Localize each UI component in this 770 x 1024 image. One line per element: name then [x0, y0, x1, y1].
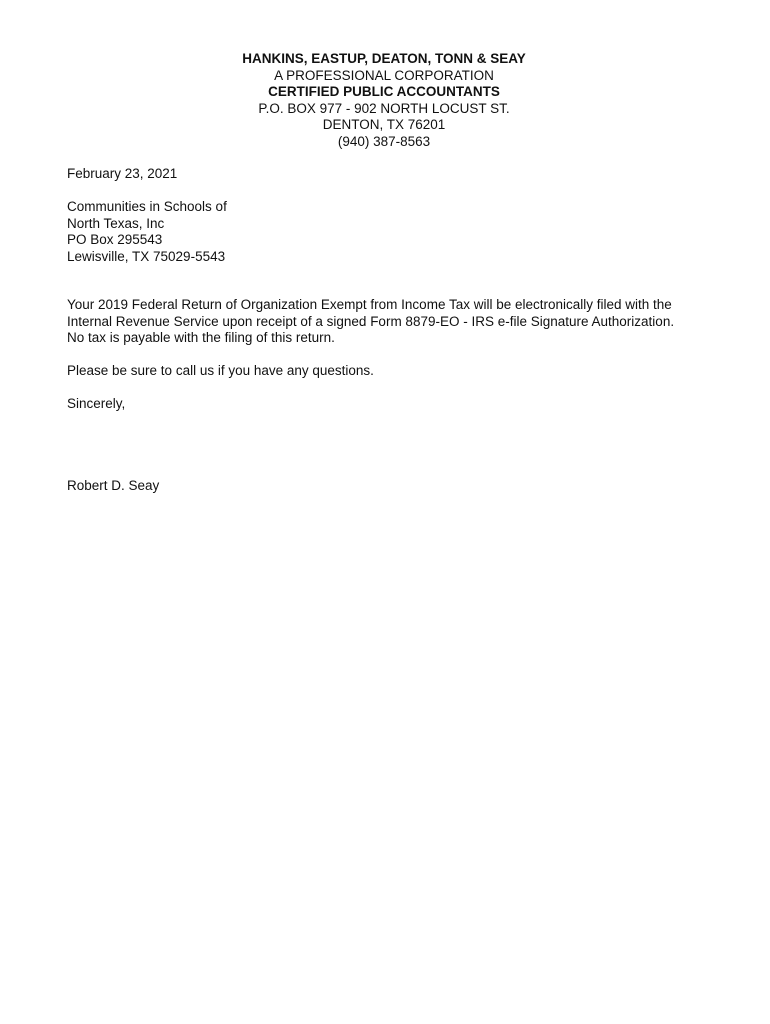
body-line: Internal Revenue Service upon receipt of a signed Form 8879-EO - IRS e-file Signature Authorization. [67, 313, 675, 329]
letter-date: February 23, 2021 [67, 166, 178, 181]
address-line: P.O. BOX 977 - 902 NORTH LOCUST ST. [258, 100, 510, 116]
body-paragraph [67, 297, 674, 347]
recipient-line: Communities in Schools of [67, 199, 227, 214]
phone-number: (940) 387-8563 [337, 133, 431, 149]
salutation: Sincerely, [67, 396, 126, 411]
closing-paragraph: Please be sure to call us if you have any questions. [67, 363, 374, 378]
recipient-line: North Texas, Inc [67, 215, 165, 231]
city-line: DENTON, TX 76201 [322, 117, 446, 133]
body-line: Your 2019 Federal Return of Organization Exempt from Income Tax will be electronically filed with the [67, 297, 672, 312]
body-line: No tax is payable with the filing of this return. [67, 330, 335, 346]
profession: CERTIFIED PUBLIC ACCOUNTANTS [268, 84, 500, 100]
firm-name: HANKINS, EASTUP, DEATON, TONN & SEAY [242, 51, 526, 66]
recipient-line: PO Box 295543 [67, 232, 163, 248]
letterhead [0, 51, 770, 151]
recipient-line: Lewisville, TX 75029-5543 [67, 248, 226, 264]
corporation-type: A PROFESSIONAL CORPORATION [274, 67, 494, 83]
recipient-address [67, 199, 227, 265]
signer-name: Robert D. Seay [67, 478, 160, 493]
